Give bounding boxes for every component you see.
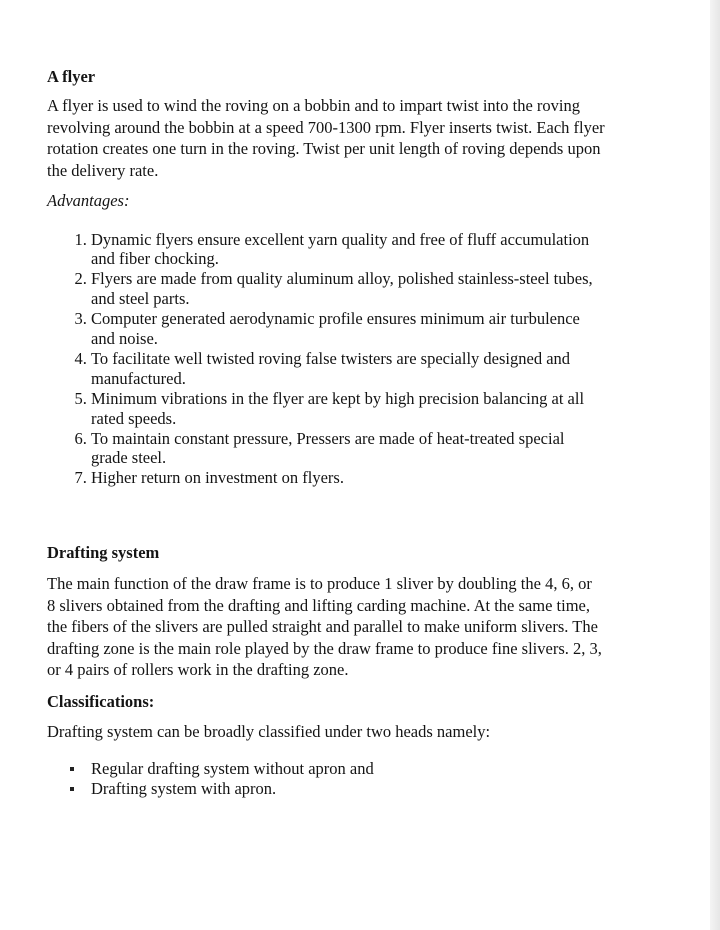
list-number: 5. bbox=[74, 388, 87, 408]
list-number: 7. bbox=[74, 468, 87, 488]
classifications-subheading: Classifications: bbox=[47, 691, 155, 711]
drafting-paragraph bbox=[47, 573, 637, 681]
list-number: 4. bbox=[74, 348, 87, 368]
list-item bbox=[47, 779, 637, 799]
list-item-text: Higher return on investment on flyers. bbox=[91, 468, 344, 488]
paragraph-line: drafting zone is the main role played by the draw frame to produce fine slivers. 2, 3, bbox=[47, 638, 602, 658]
list-item bbox=[47, 759, 637, 779]
list-item-text: To facilitate well twisted roving false twisters are specially designed and manufactured. bbox=[91, 348, 571, 388]
paragraph-line: rotation creates one turn in the roving. Twist per unit length of roving depends upon bbox=[47, 139, 601, 158]
list-item bbox=[47, 269, 637, 309]
paragraph-line: A flyer is used to wind the roving on a bobbin and to impart twist into the roving bbox=[47, 96, 580, 115]
list-item-text: Flyers are made from quality aluminum alloy, polished stainless-steel tubes, and steel parts. bbox=[91, 269, 593, 309]
list-number: 2. bbox=[74, 269, 87, 289]
classifications-list bbox=[47, 759, 637, 799]
list-item-text: Dynamic flyers ensure excellent yarn quality and free of fluff accumulation and fiber chocking. bbox=[91, 229, 590, 269]
paragraph-line: or 4 pairs of rollers work in the drafting zone. bbox=[47, 660, 349, 680]
list-number: 6. bbox=[74, 428, 87, 448]
list-item bbox=[47, 230, 637, 270]
bullet-icon bbox=[47, 759, 91, 779]
list-item-text: Drafting system with apron. bbox=[91, 779, 277, 799]
flyer-paragraph bbox=[47, 95, 637, 181]
list-item-text: To maintain constant pressure, Pressers are made of heat-treated special grade steel. bbox=[91, 428, 565, 468]
paragraph-line: the fibers of the slivers are pulled straight and parallel to make uniform slivers. The bbox=[47, 617, 598, 637]
list-item bbox=[47, 429, 637, 469]
paragraph-line: The main function of the draw frame is to produce 1 sliver by doubling the 4, 6, or bbox=[47, 574, 592, 594]
page-right-edge bbox=[710, 0, 720, 930]
list-item bbox=[47, 309, 637, 349]
list-number: 1. bbox=[74, 229, 87, 249]
bullet-icon bbox=[47, 779, 91, 799]
list-item-text: Minimum vibrations in the flyer are kept by high precision balancing at all rated speeds. bbox=[91, 388, 585, 428]
paragraph-line: revolving around the bobbin at a speed 700-1300 rpm. Flyer inserts twist. Each flyer bbox=[47, 117, 605, 137]
list-item-text: Regular drafting system without apron and bbox=[91, 759, 374, 779]
list-number: 3. bbox=[74, 309, 87, 329]
document-page bbox=[47, 66, 637, 799]
list-item bbox=[47, 389, 637, 429]
section-heading-drafting: Drafting system bbox=[47, 543, 160, 563]
advantages-list bbox=[47, 230, 637, 489]
list-item bbox=[47, 349, 637, 389]
list-item bbox=[47, 468, 637, 488]
advantages-subheading: Advantages: bbox=[47, 191, 130, 210]
list-item-text: Computer generated aerodynamic profile ensures minimum air turbulence and noise. bbox=[91, 309, 580, 349]
paragraph-line: 8 slivers obtained from the drafting and lifting carding machine. At the same time, bbox=[47, 595, 590, 615]
classifications-intro: Drafting system can be broadly classified under two heads namely: bbox=[47, 721, 491, 741]
section-heading-flyer: A flyer bbox=[47, 67, 96, 86]
paragraph-line: the delivery rate. bbox=[47, 160, 159, 180]
